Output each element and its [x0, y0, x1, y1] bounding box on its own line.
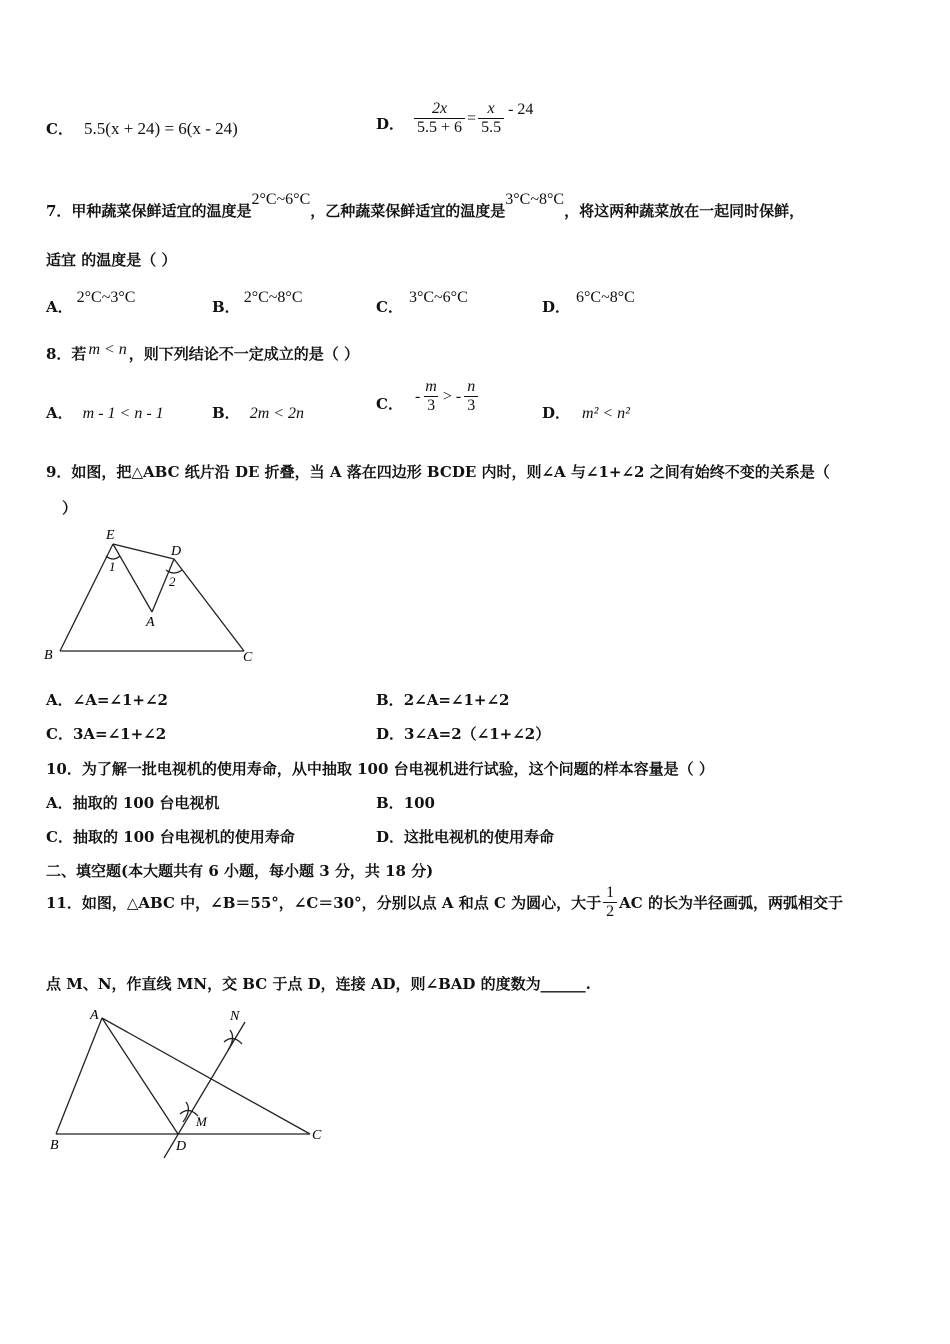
q11-figure — [40, 1004, 340, 1166]
q8-c-den-1: 3 — [424, 396, 438, 415]
q10-option-d — [376, 826, 554, 847]
q7-suffix: ，将这两种蔬菜放在一起同时保鲜， — [564, 202, 805, 220]
q8-c-den-2: 3 — [464, 396, 478, 415]
q9-segment-be — [60, 544, 113, 651]
q10-option-c — [46, 826, 295, 847]
q6-d-equals: = — [467, 109, 477, 127]
q10-c-label: C． — [46, 828, 73, 846]
q9-label-c: C — [243, 650, 253, 665]
q8-b-text: 2m < 2n — [249, 405, 305, 422]
q6-c-label: C． — [46, 120, 73, 138]
q11-stem-line2: 点 M、N，作直线 MN，交 BC 于点 D，连接 AD，则∠BAD 的度数为______. — [46, 975, 591, 993]
q9-segment-dc — [174, 559, 244, 651]
q7-prefix: 7．甲种蔬菜保鲜适宜的温度是 — [46, 202, 252, 220]
q9-d-text: 3∠A=2（∠1+∠2） — [404, 725, 551, 743]
q7-option-b — [212, 286, 303, 316]
q9-segment-ed — [113, 544, 174, 559]
q6-d-denominator-1: 5.5 + 6 — [414, 118, 465, 137]
q6-d-numerator-2: x — [487, 100, 495, 117]
q8-option-c — [376, 378, 478, 415]
q8-c-mid: > - — [442, 387, 462, 405]
q9-stem-line2: ） — [62, 499, 78, 517]
q9-segment-ea — [113, 544, 152, 612]
q8-option-b — [212, 402, 304, 423]
q9-c-text: 3A=∠1+∠2 — [72, 725, 167, 743]
q9-option-d — [376, 723, 550, 744]
q11-label-m: M — [196, 1114, 207, 1129]
q8-prefix: 8．若 — [46, 345, 87, 363]
q9-option-b — [376, 689, 509, 710]
q9-c-label: C． — [46, 725, 73, 743]
q11-label-c: C — [312, 1128, 322, 1143]
q8-c-fraction-2 — [464, 378, 478, 415]
q10-a-label: A． — [46, 794, 73, 812]
q6-d-denominator-2: 5.5 — [478, 118, 504, 137]
q9-label-2: 2 — [169, 574, 176, 589]
q10-d-text: 这批电视机的使用寿命 — [404, 828, 555, 846]
q10-d-label: D． — [376, 828, 405, 846]
q8-condition: m < n — [88, 341, 127, 358]
q9-label-e: E — [106, 528, 115, 543]
q11-label-d: D — [176, 1139, 187, 1154]
q10-b-label: B． — [376, 794, 404, 812]
q7-c-label: C． — [376, 298, 403, 316]
q7-stem — [46, 188, 926, 220]
q11-segment-ab — [56, 1018, 102, 1134]
q7-d-text: 6°C~8°C — [576, 289, 635, 306]
q8-c-minus: - — [414, 387, 421, 405]
q6-d-fraction-2 — [478, 100, 504, 137]
q7-a-label: A． — [46, 298, 73, 316]
q11-segment-ad — [102, 1018, 178, 1134]
q8-c-num-2: n — [467, 378, 476, 395]
q9-d-label: D． — [376, 725, 405, 743]
q6-d-label: D． — [376, 115, 405, 133]
q11-line-mn — [164, 1022, 245, 1158]
q9-option-a — [46, 689, 168, 710]
q8-stem — [46, 338, 360, 363]
q8-option-a — [46, 402, 164, 423]
q10-option-a — [46, 792, 219, 813]
q9-label-1: 1 — [109, 559, 116, 574]
q8-a-label: A． — [46, 404, 73, 422]
q8-c-num-1: m — [425, 378, 437, 395]
q9-option-c — [46, 723, 166, 744]
q7-mid: ，乙种蔬菜保鲜适宜的温度是 — [310, 202, 506, 220]
q10-option-b — [376, 792, 435, 813]
q11-suffix: AC 的长为半径画弧，两弧相交于 — [619, 894, 843, 912]
q10-c-text: 抽取的 100 台电视机的使用寿命 — [72, 828, 295, 846]
q8-a-text: m - 1 < n - 1 — [82, 405, 164, 422]
q7-c-text: 3°C~6°C — [408, 289, 468, 306]
q6-c-expression: 5.5(x + 24) = 6(x - 24) — [84, 119, 238, 138]
q8-c-label: C． — [376, 395, 403, 413]
q7-d-label: D． — [542, 298, 571, 316]
q11-stem-line1 — [46, 884, 843, 921]
q7-range-a: 2°C~6°C — [251, 191, 311, 208]
q8-d-text: m² < n² — [582, 405, 630, 422]
q9-figure — [40, 522, 270, 667]
q6-d-tail: - 24 — [508, 100, 534, 118]
q9-a-label: A． — [46, 691, 73, 709]
q11-prefix: 11．如图，△ABC 中，∠B＝55°，∠C＝30°，分别以点 A 和点 C 为圆心，大于 — [46, 894, 602, 912]
q10-a-text: 抽取的 100 台电视机 — [72, 794, 220, 812]
q9-label-a: A — [146, 615, 155, 630]
q6-d-numerator-1: 2x — [431, 100, 448, 117]
q11-label-n: N — [230, 1009, 240, 1024]
q11-label-a: A — [90, 1008, 99, 1023]
q7-option-d — [542, 286, 635, 316]
q7-option-a — [46, 286, 136, 316]
q7-b-text: 2°C~8°C — [243, 289, 303, 306]
q9-a-text: ∠A=∠1+∠2 — [72, 691, 168, 709]
q8-d-label: D． — [542, 404, 571, 422]
q11-arc-n2 — [228, 1030, 233, 1050]
q8-option-d — [542, 402, 630, 423]
q11-frac-den: 2 — [603, 902, 617, 921]
q8-b-label: B． — [212, 404, 240, 422]
q6-option-c — [46, 118, 238, 139]
q7-b-label: B． — [212, 298, 240, 316]
q8-c-fraction-1 — [422, 378, 440, 415]
q11-label-b: B — [50, 1138, 59, 1153]
q10-b-text: 100 — [403, 794, 435, 812]
q9-label-b: B — [44, 648, 53, 663]
q7-a-text: 2°C~3°C — [76, 289, 136, 306]
q6-d-fraction-1 — [414, 100, 465, 137]
q7-option-c — [376, 286, 468, 316]
q8-suffix: ，则下列结论不一定成立的是（ ） — [128, 345, 360, 363]
q9-b-text: 2∠A=∠1+∠2 — [403, 691, 510, 709]
q9-label-d: D — [171, 544, 182, 559]
q11-fraction-half — [603, 884, 617, 921]
section-2-heading: 二、填空题(本大题共有 6 小题，每小题 3 分，共 18 分) — [46, 862, 434, 880]
q9-b-label: B． — [376, 691, 404, 709]
q7-line2: 适宜 的温度是（ ） — [46, 251, 177, 269]
q9-stem-line1: 9．如图，把△ABC 纸片沿 DE 折叠，当 A 落在四边形 BCDE 内时，则∠A 与∠1+∠2 之间有始终不变的关系是（ — [46, 463, 830, 481]
q6-option-d — [376, 100, 533, 137]
q11-frac-num: 1 — [606, 884, 615, 901]
q10-stem: 10．为了解一批电视机的使用寿命，从中抽取 100 台电视机进行试验，这个问题的样本容量是（ ） — [46, 760, 714, 778]
q7-range-b: 3°C~8°C — [505, 191, 565, 208]
